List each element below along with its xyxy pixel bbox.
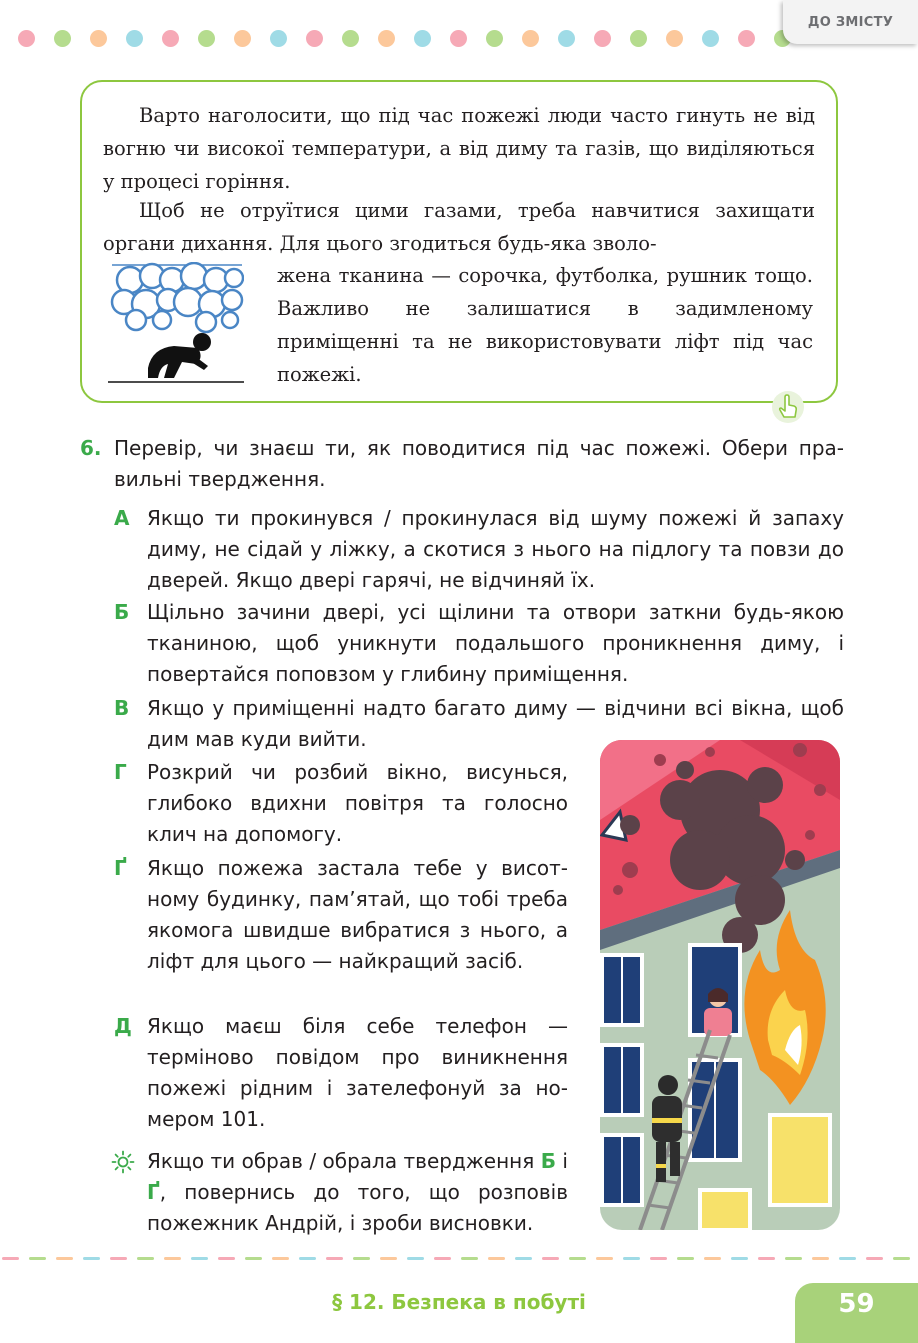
option-letter-h: Г — [114, 760, 127, 784]
tip-text-start: Якщо ти обрав / обрала твердження — [147, 1149, 541, 1173]
decor-dash — [677, 1257, 694, 1260]
tip-text — [147, 1146, 568, 1239]
decor-dot — [90, 30, 107, 47]
decor-dot — [54, 30, 71, 47]
decor-dash — [218, 1257, 235, 1260]
toc-button[interactable]: ДО ЗМІСТУ — [783, 0, 918, 44]
decor-dot — [342, 30, 359, 47]
decor-dash — [488, 1257, 505, 1260]
option-text-b: Щільно зачини двері, усі щілини та отвори заткни будь-якою тканиною, щоб уникнути подальшого проникнення диму, і повертайся поповзом у глибину приміщення. — [147, 600, 844, 686]
decor-dash — [785, 1257, 802, 1260]
decor-dash — [29, 1257, 46, 1260]
decor-dash — [569, 1257, 586, 1260]
decor-dash — [299, 1257, 316, 1260]
decor-dot — [630, 30, 647, 47]
option-letter-d: Д — [114, 1014, 132, 1038]
task-instruction: Перевір, чи знаєш ти, як поводитися під час пожежі. Обери правильні твердження. — [114, 436, 844, 491]
task-number: 6. — [80, 436, 102, 460]
sun-icon — [111, 1150, 135, 1174]
decor-dot — [270, 30, 287, 47]
tip-letter-g: Ґ — [147, 1180, 160, 1204]
decor-dot — [234, 30, 251, 47]
decor-dash — [245, 1257, 262, 1260]
decor-dash — [137, 1257, 154, 1260]
decor-dash — [596, 1257, 613, 1260]
decor-dot — [378, 30, 395, 47]
top-dots-decoration — [18, 30, 788, 48]
decor-dot — [522, 30, 539, 47]
decor-dash — [407, 1257, 424, 1260]
decor-dash — [461, 1257, 478, 1260]
crawling-person-smoke-icon — [108, 262, 244, 386]
decor-dot — [666, 30, 683, 47]
decor-dash — [812, 1257, 829, 1260]
option-text-g: Якщо пожежа застала тебе у висотному будинку, пам’ятай, що тобі треба якомога швидше вибратися з нього, а ліфт для цього — найкращий засіб. — [147, 856, 568, 973]
decor-dash — [326, 1257, 343, 1260]
decor-dash — [515, 1257, 532, 1260]
option-letter-v: В — [114, 696, 130, 720]
decor-dash — [839, 1257, 856, 1260]
decor-dash — [650, 1257, 667, 1260]
decor-dot — [558, 30, 575, 47]
bottom-dash-decoration — [0, 1257, 918, 1261]
firefighter-rescue-illustration — [600, 740, 840, 1230]
decor-dash — [272, 1257, 289, 1260]
option-text-h: Розкрий чи розбий вікно, висунься, глибоко вдихни повітря та голосно клич на допомогу. — [147, 760, 568, 846]
decor-dash — [83, 1257, 100, 1260]
decor-dash — [866, 1257, 883, 1260]
decor-dot — [18, 30, 35, 47]
decor-dot — [486, 30, 503, 47]
decor-dash — [110, 1257, 127, 1260]
option-letter-b: Б — [114, 600, 130, 624]
decor-dash — [56, 1257, 73, 1260]
decor-dash — [191, 1257, 208, 1260]
decor-dot — [198, 30, 215, 47]
option-letter-a: А — [114, 506, 130, 530]
decor-dash — [893, 1257, 910, 1260]
pointing-hand-icon — [770, 389, 806, 425]
page-number: 59 — [795, 1283, 918, 1343]
decor-dash — [434, 1257, 451, 1260]
decor-dot — [126, 30, 143, 47]
option-text-d: Якщо маєш біля себе телефон — терміново повідом про виникнення пожежі рідним і зателефонуй за номером 101. — [147, 1014, 568, 1131]
decor-dot — [414, 30, 431, 47]
decor-dash — [164, 1257, 181, 1260]
decor-dash — [758, 1257, 775, 1260]
decor-dash — [704, 1257, 721, 1260]
tip-text-end: , повернись до того, що розповів пожежник Андрій, і зроби висновки. — [147, 1180, 568, 1235]
info-paragraph-1: Варто наголосити, що під час пожежі люди часто гинуть не від вогню чи високої температури, а від диму та газів, що виділяються у процесі горіння. — [103, 104, 815, 193]
tip-text-middle: і — [555, 1149, 568, 1173]
decor-dash — [623, 1257, 640, 1260]
decor-dot — [702, 30, 719, 47]
option-text-a: Якщо ти прокинувся / прокинулася від шуму пожежі й запаху диму, не сідай у ліжку, а скотися з нього на підлогу та повзи до дверей. Якщо двері гарячі, не відчиняй їх. — [147, 506, 844, 592]
decor-dash — [542, 1257, 559, 1260]
decor-dot — [594, 30, 611, 47]
decor-dot — [738, 30, 755, 47]
decor-dash — [2, 1257, 19, 1260]
option-text-v: Якщо у приміщенні надто багато диму — відчини всі вікна, щоб дим мав куди вийти. — [147, 696, 844, 751]
decor-dash — [380, 1257, 397, 1260]
section-title: § 12. Безпека в побуті — [332, 1290, 586, 1314]
decor-dot — [162, 30, 179, 47]
info-paragraph-2: Щоб не отруїтися цими газами, треба навчитися захищати органи дихання. Для цього згодиться будь-яка зволо- — [103, 199, 815, 255]
decor-dot — [450, 30, 467, 47]
option-letter-g: Ґ — [114, 856, 127, 880]
info-paragraph-3: жена тканина — сорочка, футболка, рушник тощо. Важливо не залишатися в задимленому приміщенні та не використовувати ліфт під час пожежі. — [277, 264, 813, 386]
tip-letter-b: Б — [540, 1149, 556, 1173]
decor-dash — [731, 1257, 748, 1260]
decor-dash — [353, 1257, 370, 1260]
decor-dot — [306, 30, 323, 47]
